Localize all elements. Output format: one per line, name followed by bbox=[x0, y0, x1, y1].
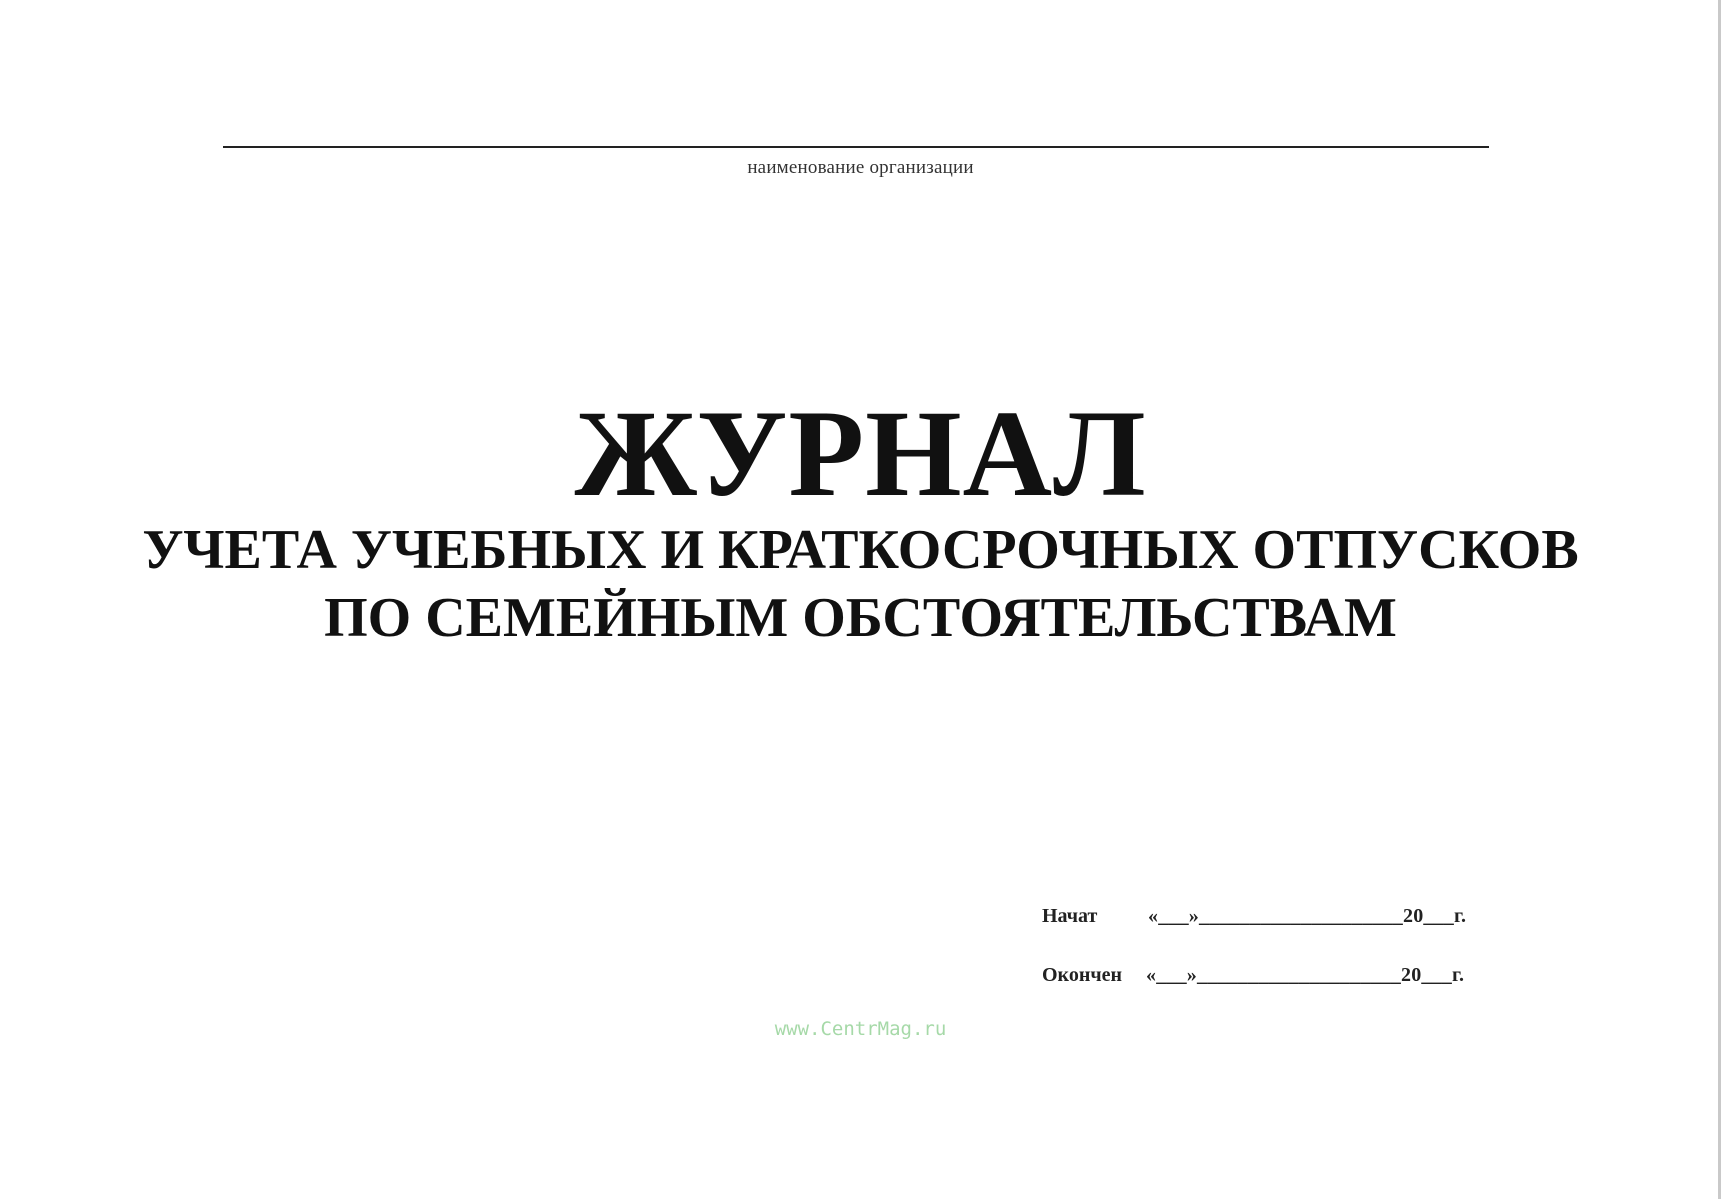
journal-title: ЖУРНАЛ bbox=[574, 385, 1147, 522]
organization-name-line bbox=[223, 146, 1489, 148]
journal-subtitle-line-1: УЧЕТА УЧЕБНЫХ И КРАТКОСРОЧНЫХ ОТПУСКОВ bbox=[142, 519, 1579, 581]
start-date-label: Начат bbox=[1042, 905, 1098, 927]
site-watermark: www.CentrMag.ru bbox=[774, 1018, 947, 1040]
start-date-blank: «___»____________________20___г. bbox=[1148, 905, 1467, 927]
end-date-field bbox=[1042, 964, 1464, 987]
organization-name-caption: наименование организации bbox=[747, 157, 974, 178]
start-date-field bbox=[1042, 905, 1466, 928]
end-date-label: Окончен bbox=[1042, 964, 1123, 986]
journal-subtitle-line-2: ПО СЕМЕЙНЫМ ОБСТОЯТЕЛЬСТВАМ bbox=[324, 587, 1397, 649]
end-date-blank: «___»____________________20___г. bbox=[1146, 964, 1465, 986]
